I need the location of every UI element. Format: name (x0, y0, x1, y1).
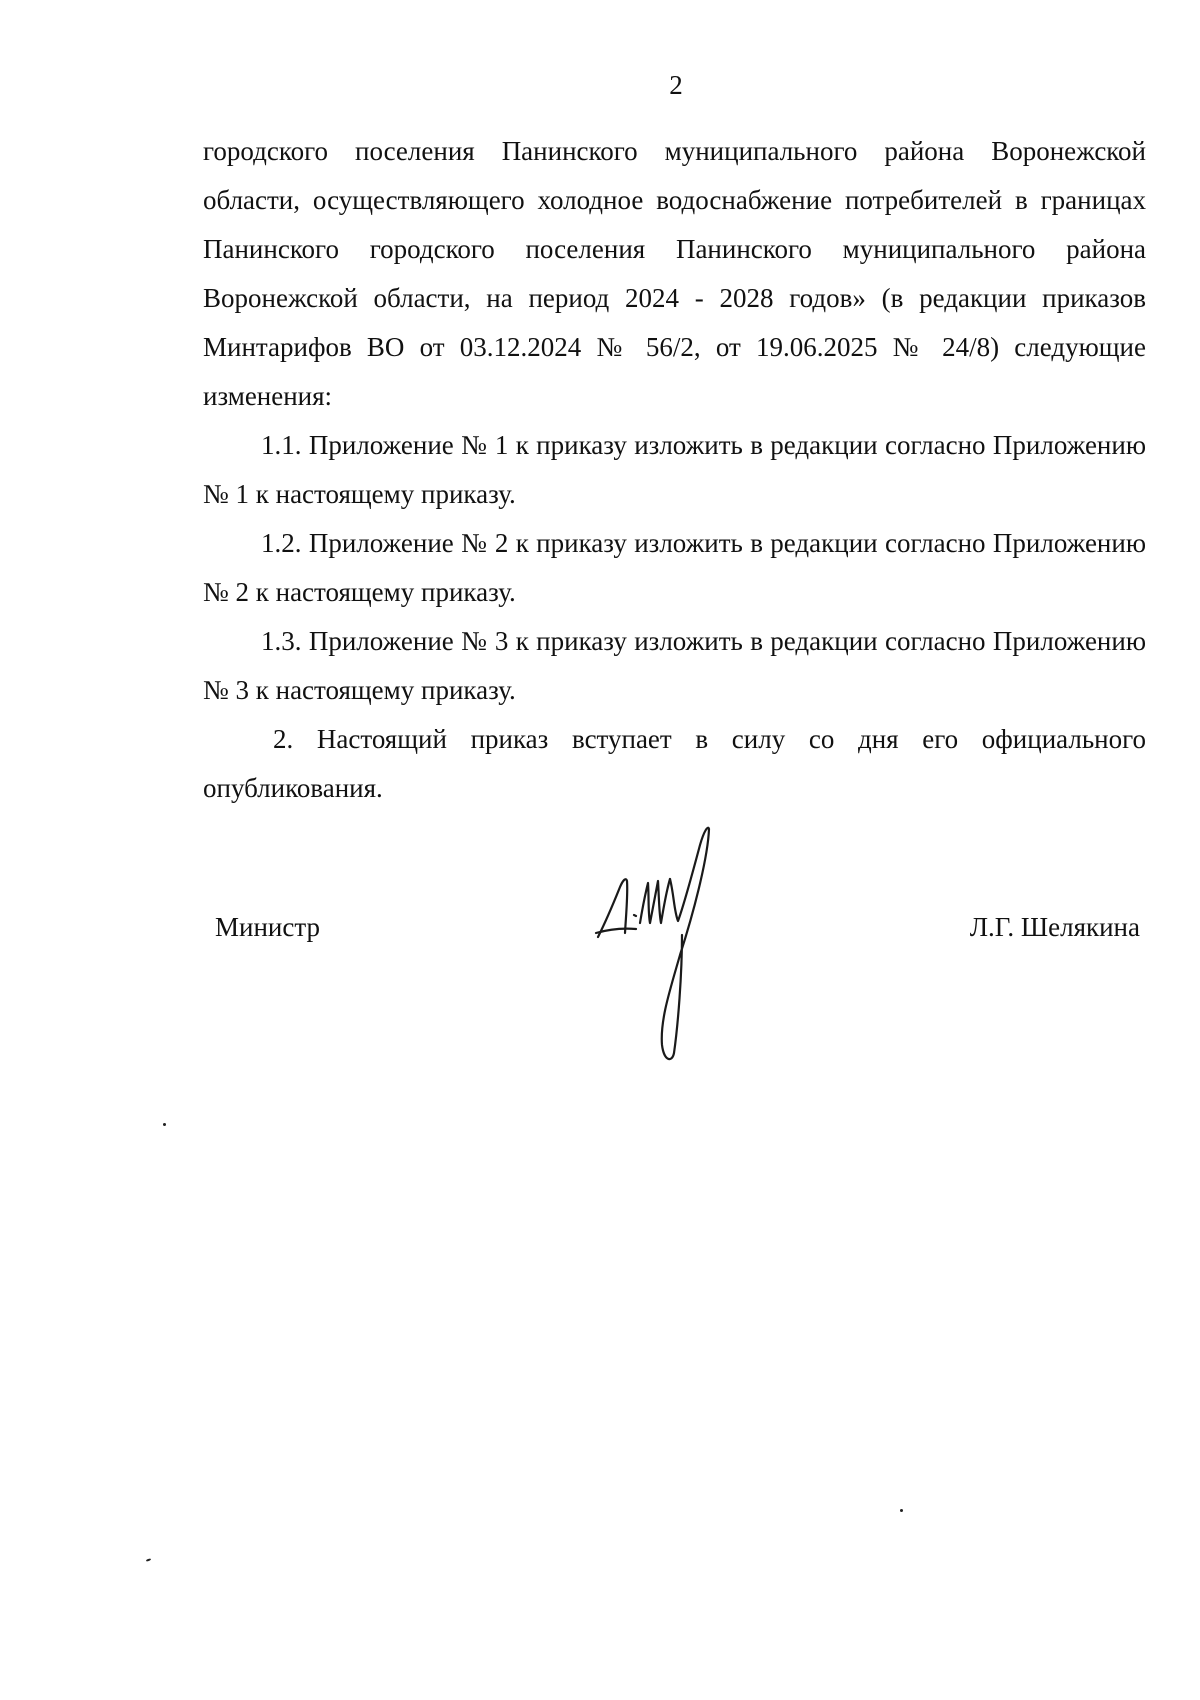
paragraph-item-2: 2. Настоящий приказ вступает в силу со дня его официального опубликования. (203, 724, 1146, 803)
paragraph-item-1-1: 1.1. Приложение № 1 к приказу изложить в редакции согласно Приложению № 1 к настоящему приказу. (203, 430, 1146, 509)
signer-title: Министр (215, 912, 320, 942)
scan-speck (163, 1123, 166, 1126)
scan-speck (900, 1509, 903, 1512)
handwritten-signature (590, 825, 740, 1065)
scan-speck (146, 1558, 151, 1562)
paragraph-intro: городского поселения Панинского муниципального района Воронежской области, осуществляющего холодное водоснабжение потребителей в границах Панинского городского поселения Панинского муниципального района Воронежской области, на период 2024 - 2028 годов» (в редакции приказов Минтарифов ВО от 03.12.2024 № 56/2, от 19.06.2025 № 24/8) следующие изменения: (203, 136, 1146, 411)
document-body (203, 127, 1146, 813)
paragraph-item-1-3: 1.3. Приложение № 3 к приказу изложить в редакции согласно Приложению № 3 к настоящему приказу. (203, 626, 1146, 705)
page-number: 2 (669, 70, 683, 100)
paragraph-item-1-2: 1.2. Приложение № 2 к приказу изложить в редакции согласно Приложению № 2 к настоящему приказу. (203, 528, 1146, 607)
signer-name: Л.Г. Шелякина (969, 912, 1140, 942)
